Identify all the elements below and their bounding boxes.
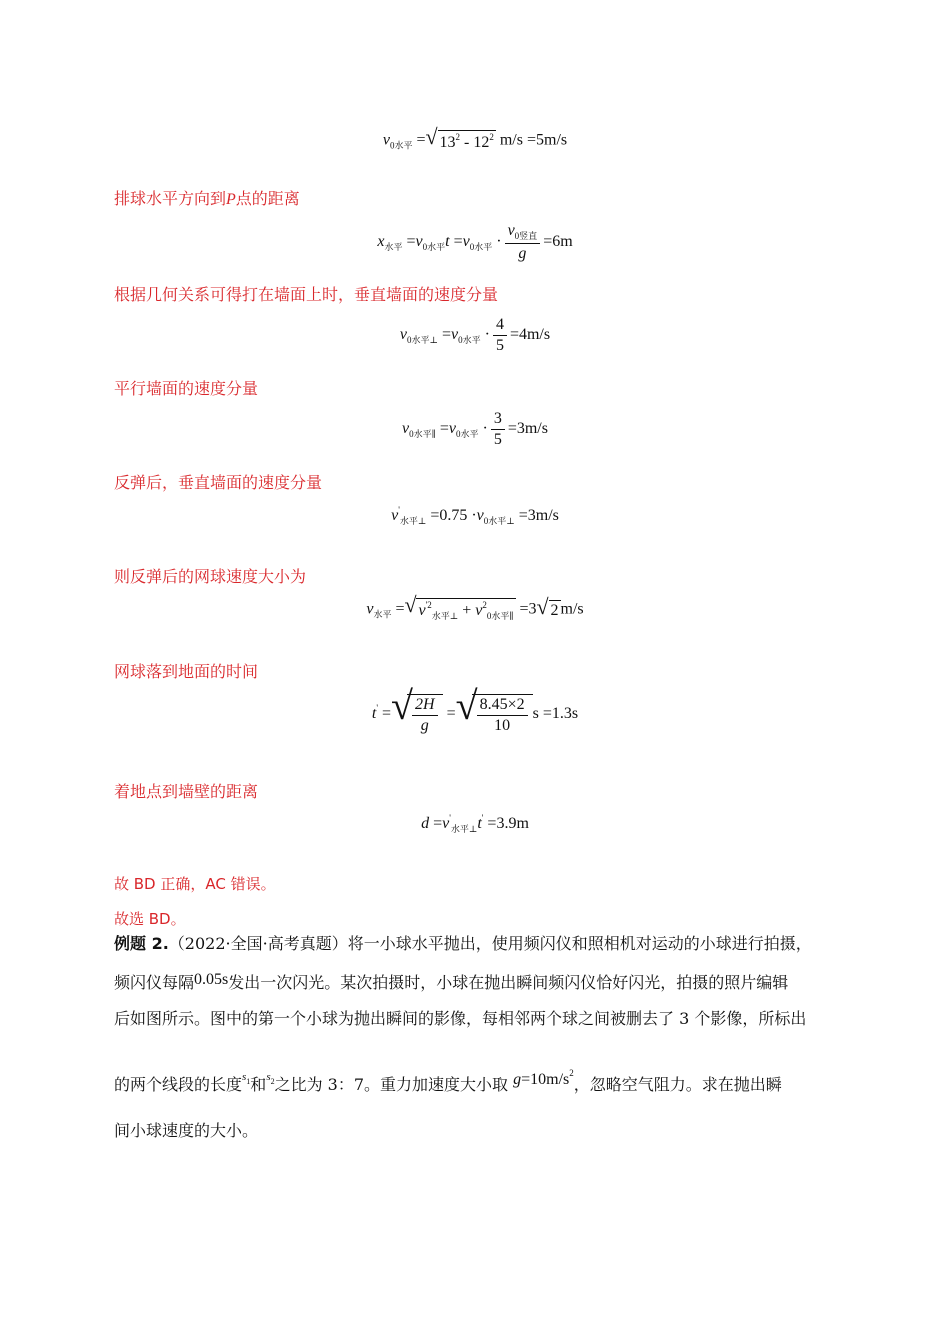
- text: 发出一次闪光。某次拍摄时，小球在抛出瞬间频闪仪恰好闪光，拍摄的照片编辑: [228, 973, 789, 992]
- answer-conclusion: 故 BD 正确，AC 错误。: [114, 875, 276, 893]
- text: 和: [250, 1075, 267, 1094]
- dot: ·: [484, 326, 490, 344]
- text: 后如图所示。图中的第一个小球为抛出瞬间的影像，每相邻两个球之间被删去了 3 个影像，所标出: [114, 1009, 807, 1028]
- example-line-1: [114, 926, 834, 962]
- dot: ·: [496, 233, 502, 251]
- den: 10: [494, 717, 511, 734]
- result: =3: [519, 600, 537, 618]
- dot: ·: [482, 420, 488, 438]
- var-v: v: [448, 420, 456, 438]
- text: 的两个线段的长度: [114, 1075, 243, 1094]
- answer-choice: 故选 BD。: [114, 910, 186, 928]
- unit: m/s: [499, 131, 523, 149]
- den: 5: [495, 337, 504, 354]
- sub: 0水平: [458, 335, 481, 346]
- num: 13: [439, 134, 456, 151]
- var-v: v: [476, 507, 484, 524]
- sub: 0水平∥: [409, 429, 436, 440]
- num: 4: [493, 316, 507, 336]
- sqrt: √ $13^2 - 12^2$: [425, 124, 494, 151]
- text: 点的距离: [235, 189, 300, 208]
- equation-rebound-perpendicular: [0, 505, 950, 527]
- example-source: （2022·全国·高考真题）: [168, 934, 348, 953]
- var-v: v: [451, 326, 459, 344]
- sub: 水平⊥: [431, 611, 459, 621]
- unit: s: [532, 705, 539, 723]
- fraction: [412, 696, 438, 735]
- var-v: v: [418, 602, 426, 619]
- dot: ·: [471, 507, 477, 524]
- equation-fall-time: [0, 683, 950, 735]
- num: 2H: [412, 696, 438, 716]
- equals: =: [446, 705, 456, 723]
- prime: ': [376, 703, 378, 714]
- equals: =: [416, 131, 426, 149]
- text-line: 网球落到地面的时间: [114, 662, 259, 681]
- point-p: P: [226, 191, 236, 208]
- sub: 0水平⊥: [407, 335, 438, 346]
- var-v: v: [366, 600, 374, 618]
- var-s2: s: [266, 1071, 271, 1083]
- sub: 水平: [373, 609, 392, 620]
- num: 12: [473, 134, 490, 151]
- exp: 2: [489, 132, 494, 142]
- var-t: t: [477, 815, 482, 832]
- equation-horizontal-distance: [0, 222, 950, 263]
- sub: 0水平⊥: [483, 516, 515, 526]
- sqrt: √ $\frac{2H}{g}$: [391, 694, 443, 735]
- var-s1: s: [242, 1071, 247, 1083]
- exp: 2: [455, 132, 461, 142]
- sqrt: √ $\frac{8.45\times 2}{10}$: [456, 694, 533, 735]
- var-g: g: [513, 1071, 522, 1088]
- prime: ': [449, 813, 451, 823]
- var-v: v: [462, 233, 470, 251]
- sub: 水平⊥: [399, 516, 427, 526]
- sub: 水平⊥: [450, 824, 478, 834]
- text-line: 根据几何关系可得打在墙面上时，垂直墙面的速度分量: [114, 285, 499, 304]
- var-v: v: [382, 131, 390, 149]
- var-d: d: [421, 815, 430, 832]
- result: =6m: [543, 233, 573, 251]
- sub: 0水平: [422, 242, 446, 253]
- var-v: v: [475, 602, 483, 619]
- text-line: 平行墙面的速度分量: [114, 379, 259, 398]
- sub: 0水平: [469, 242, 493, 253]
- var-v: v: [442, 815, 450, 832]
- equation-parallel-component: [0, 410, 950, 449]
- den: 5: [493, 431, 502, 448]
- equals: =: [381, 705, 391, 723]
- prime: ': [398, 505, 400, 515]
- text-line: 则反弹后的网球速度大小为: [114, 567, 307, 586]
- num: 3: [491, 410, 505, 430]
- equation-perpendicular-component: [0, 316, 950, 355]
- var-v: v: [391, 507, 399, 524]
- equation-rebound-speed: [0, 592, 950, 622]
- fraction: [493, 316, 507, 355]
- den: g: [518, 245, 527, 262]
- minus: -: [460, 134, 474, 151]
- equals: =: [441, 326, 451, 344]
- result: =5m/s: [526, 131, 568, 149]
- example-line-4: [114, 1055, 834, 1103]
- text: 将一小球水平抛出，使用频闪仪和照相机对运动的小球进行拍摄，: [347, 934, 812, 953]
- fraction: [505, 222, 541, 263]
- var-t: t: [371, 705, 377, 723]
- fraction: [477, 696, 528, 735]
- equation-horizontal-velocity: [0, 124, 950, 152]
- prime: ': [481, 813, 484, 823]
- sub: 水平: [384, 242, 403, 253]
- text: 之比为 3：7。重力加速度大小取: [274, 1075, 509, 1094]
- exp: 2: [427, 600, 432, 610]
- result: =3m/s: [507, 420, 548, 438]
- equals: =: [453, 233, 463, 251]
- result: =1.3s: [542, 705, 579, 723]
- text: 频闪仪每隔: [114, 973, 195, 992]
- equals: =0.75: [430, 507, 468, 524]
- example-line-3: [114, 1001, 834, 1037]
- sub: 2: [270, 1077, 275, 1086]
- result: =3.9m: [487, 815, 529, 832]
- text-line: 着地点到墙壁的距离: [114, 782, 259, 801]
- var-v: v: [507, 222, 515, 239]
- fraction: [491, 410, 505, 449]
- example-question: [114, 926, 834, 1149]
- exp: 2: [569, 1068, 574, 1078]
- unit: m/s: [560, 600, 584, 618]
- equation-landing-distance: [0, 813, 950, 835]
- text-line: [114, 186, 300, 209]
- sqrt: √ 2: [536, 594, 559, 619]
- sqrt: √ $v^{'2}_{水平\perp} + v^2_{0水平\parallel}$: [404, 592, 514, 621]
- sub: 0水平: [389, 140, 413, 151]
- example-line-2: [114, 962, 834, 1001]
- den: g: [420, 717, 429, 734]
- var-t: t: [445, 233, 450, 251]
- var-v: v: [399, 326, 407, 344]
- equals: =: [395, 600, 405, 618]
- num: 8.45×2: [477, 696, 528, 716]
- text: 间小球速度的大小。: [114, 1121, 259, 1140]
- example-line-5: [114, 1113, 834, 1149]
- equals: =: [406, 233, 416, 251]
- result: =3m/s: [518, 507, 559, 524]
- plus: +: [458, 602, 476, 619]
- equals: =: [439, 420, 449, 438]
- exp: 2: [482, 600, 487, 610]
- radicand: 2: [550, 602, 559, 619]
- text-line: 反弹后，垂直墙面的速度分量: [114, 473, 323, 492]
- result: =4m/s: [509, 326, 551, 344]
- text: 排球水平方向到: [114, 189, 227, 208]
- g-value: =10m/s: [521, 1071, 570, 1088]
- sub: 0竖直: [514, 231, 538, 241]
- text: ，忽略空气阻力。求在抛出瞬: [573, 1075, 782, 1094]
- sub: 0水平∥: [486, 611, 514, 621]
- sub: 0水平: [455, 429, 479, 440]
- interval-value: 0.05s: [194, 971, 229, 988]
- sub: 1: [246, 1077, 251, 1086]
- var-v: v: [402, 420, 410, 438]
- example-label: 例题 2.: [114, 934, 169, 953]
- equals: =: [433, 815, 443, 832]
- var-v: v: [415, 233, 423, 251]
- var-x: x: [377, 233, 385, 251]
- prime: ': [425, 600, 428, 610]
